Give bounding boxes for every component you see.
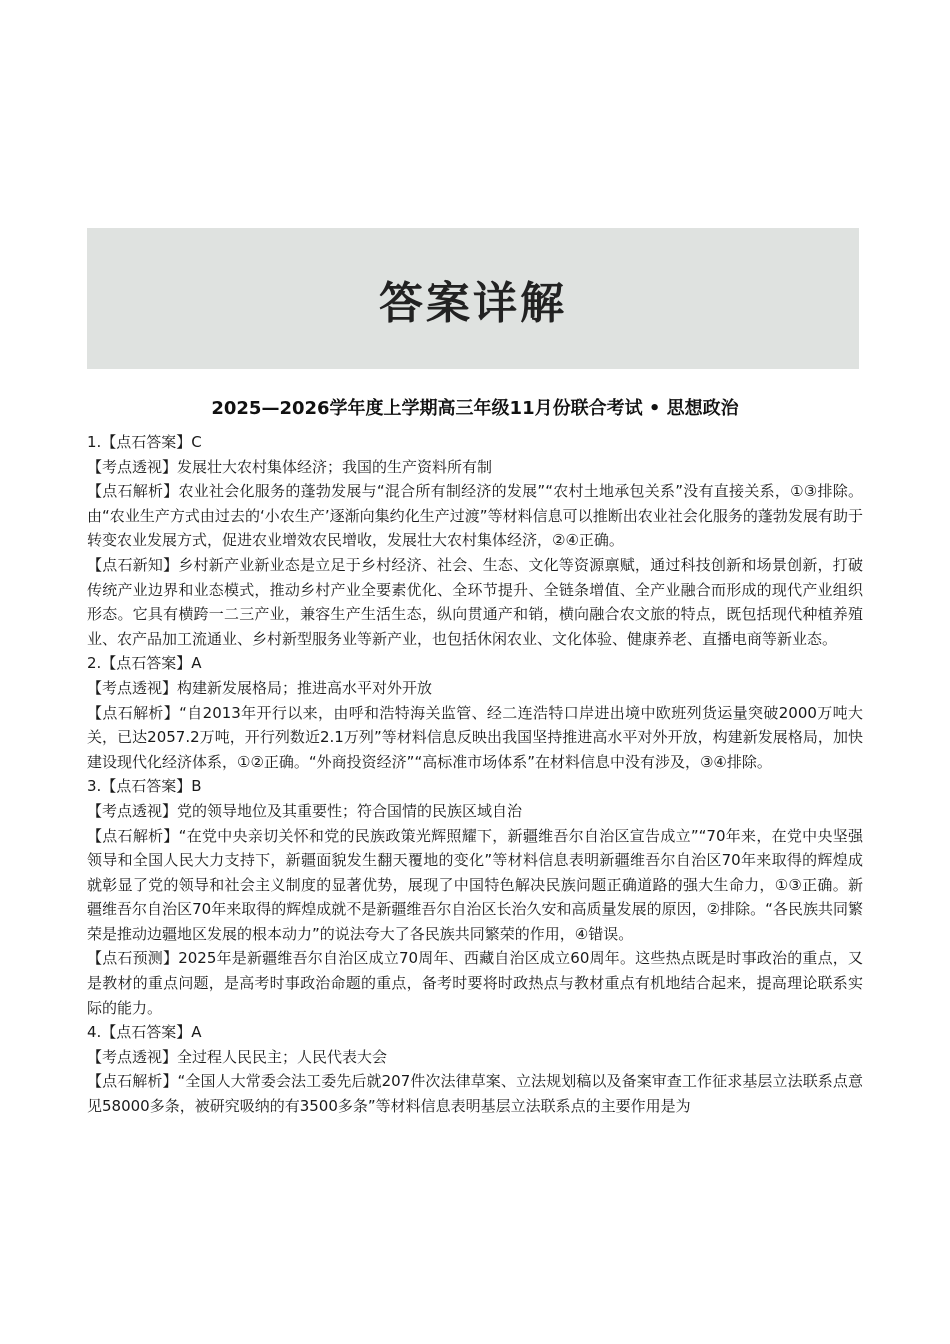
answer-content bbox=[87, 430, 863, 1119]
q2-analysis: 【点石解析】“自2013年开行以来，由呼和浩特海关监管、经二连浩特口岸进出境中欧班列货运量突破2000万吨大关，已达2057.2万吨，开行列数近2.1万列”等材料信息反映出我国坚持推进高水平对外开放，构建新发展格局，加快建设现代化经济体系，①②正确。“外商投资经济”“高标准市场体系”在材料信息中没有涉及，③④排除。 bbox=[87, 703, 863, 771]
q3-analysis: 【点石解析】“在党中央亲切关怀和党的民族政策光辉照耀下，新疆维吾尔自治区宣告成立”“70年来，在党中央坚强领导和全国人民大力支持下，新疆面貌发生翻天覆地的变化”等材料信息表明新疆维吾尔自治区70年来取得的辉煌成就彰显了党的领导和社会主义制度的显著优势，展现了中国特色解决民族问题正确道路的强大生命力，①③正确。新疆维吾尔自治区70年来取得的辉煌成就不是新疆维吾尔自治区长治久安和高质量发展的原因，②排除。“各民族共同繁荣是推动边疆地区发展的根本动力”的说法夸大了各民族共同繁荣的作用，④错误。 bbox=[87, 826, 863, 943]
exam-title: 2025—2026学年度上学期高三年级11月份联合考试 • 思想政治 bbox=[211, 398, 739, 419]
q4-topic: 【考点透视】全过程人民民主；人民代表大会 bbox=[87, 1047, 388, 1066]
q4-answer: 4.【点石答案】A bbox=[87, 1023, 202, 1042]
q3-topic: 【考点透视】党的领导地位及其重要性；符合国情的民族区域自治 bbox=[87, 801, 523, 820]
q3-extra: 【点石预测】2025年是新疆维吾尔自治区成立70周年、西藏自治区成立60周年。这些热点既是时事政治的重点，又是教材的重点问题，是高考时事政治命题的重点，备考时要将时政热点与教材重点有机地结合起来，提高理论联系实际的能力。 bbox=[87, 949, 863, 1017]
q1-extra: 【点石新知】乡村新产业新业态是立足于乡村经济、社会、生态、文化等资源禀赋，通过科技创新和场景创新，打破传统产业边界和业态模式，推动乡村产业全要素优化、全环节提升、全链条增值、全产业融合而形成的现代产业组织形态。它具有横跨一二三产业，兼容生产生活生态，纵向贯通产和销，横向融合农文旅的特点，既包括现代种植养殖业、农产品加工流通业、乡村新型服务业等新产业，也包括休闲农业、文化体验、健康养老、直播电商等新业态。 bbox=[87, 555, 863, 648]
q2-answer: 2.【点石答案】A bbox=[87, 654, 202, 673]
banner-title: 答案详解 bbox=[379, 277, 567, 329]
q1-analysis: 【点石解析】农业社会化服务的蓬勃发展与“混合所有制经济的发展”“农村土地承包关系”没有直接关系，①③排除。由“农业生产方式由过去的‘小农生产’逐渐向集约化生产过渡”等材料信息可以推断出农业社会化服务的蓬勃发展有助于转变农业发展方式，促进农业增效农民增收，发展壮大农村集体经济，②④正确。 bbox=[87, 482, 863, 550]
title-banner bbox=[87, 228, 859, 369]
q3-answer: 3.【点石答案】B bbox=[87, 777, 202, 796]
q2-topic: 【考点透视】构建新发展格局；推进高水平对外开放 bbox=[87, 678, 433, 697]
q1-topic: 【考点透视】发展壮大农村集体经济；我国的生产资料所有制 bbox=[87, 457, 493, 476]
q1-answer: 1.【点石答案】C bbox=[87, 433, 202, 451]
q4-analysis: 【点石解析】“全国人大常委会法工委先后就207件次法律草案、立法规划稿以及备案审查工作征求基层立法联系点意见58000多条，被研究吸纳的有3500多条”等材料信息表明基层立法联系点的主要作用是为 bbox=[87, 1072, 863, 1116]
